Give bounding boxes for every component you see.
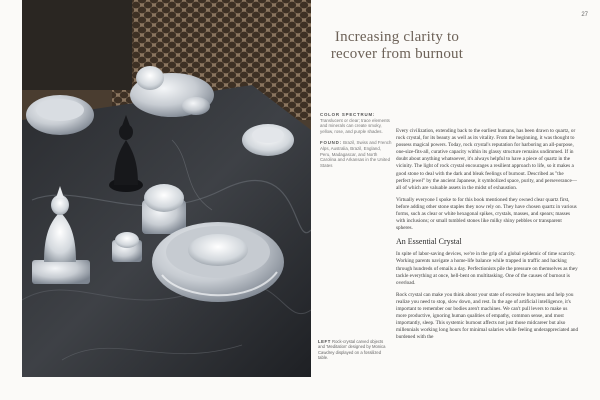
- color-spectrum-text: Translucent or clear; trace elements and minerals can create smoky, yellow, rose, and purple shades.: [320, 117, 390, 134]
- caption-text: Rock-crystal carved objects and 'Meditation' designed by Monica Cawdrey displayed on a fossilized table.: [318, 339, 386, 361]
- paragraph-4: Rock crystal can make you think about your state of excessive busyness and help you realize you need to stop, slow down, and rest. In the age of artificial intelligence, it's important to remember our bodies aren't machines. We can't pull levers to make us more productive, ignoring human qualities of empathy, common sense, and most importantly, sleep. This systemic burnout affects not just those midcareer but also millennials working long hours for minimal salaries while feeling underappreciated and burdened with the: [396, 291, 579, 341]
- body-text: [396, 128, 579, 346]
- color-spectrum-note: [320, 112, 392, 134]
- photo-caption: [318, 339, 388, 361]
- chapter-heading: [322, 29, 472, 63]
- crystal-objects-photo: [22, 0, 311, 377]
- caption-tag: LEFT: [318, 339, 331, 344]
- found-text: Brazil, Swiss and French Alps, Australia, Brazil, England, Peru, Madagascar, and North Carolina and Arkansas in the United States: [320, 140, 392, 168]
- paragraph-3: In spite of labor-saving devices, we're in the grip of a global epidemic of time scarcity. Working parents navigate a home-life balance while trapped in traffic and hacking through hundreds of emails a day. Perfectionists pile the pressure on themselves as they tackle everything at once, hell-bent on multitasking. One of the causes of burnout is overload.: [396, 251, 578, 286]
- color-spectrum-label: COLOR SPECTRUM:: [320, 112, 376, 117]
- heading-line-1: Increasing clarity to: [334, 29, 460, 45]
- paragraph-1: Every civilization, extending back to the earliest humans, has been drawn to quartz, or rock crystal, for its beauty as well as its vitality. From the beginning, it was thought to possess magical powers. Today, rock crystal's reputation for harboring an all-purpose, one-size-fits-all, curative capacity within its glassy structure remains undimmed. If in doubt about anything whatsoever, it's always helpful to have a piece of quartz in the vicinity. The light of rock crystal encourages a resilient approach to life, so it makes a good stone to deal with the dark and bleak feelings of burnout. Described as "the perfect jewel" by the ancient Japanese, it symbolized space, purity, and perseverance—all of which are valuable assets in the midst of exhaustion.: [396, 128, 577, 191]
- paragraph-2: Virtually everyone I spoke to for this book mentioned they owned clear quartz first, before adding other stone staples they now rely on. They have chosen quartz in various forms, such as clear or white hexagonal spikes, crystals, masses, and spears; masses with inclusions; or small tumbled stones like milky shiny pebbles or transparent spheres.: [396, 196, 577, 232]
- heading-line-2: recover from burnout: [330, 46, 464, 62]
- section-subheading: An Essential Crystal: [396, 237, 462, 247]
- page-number: 27: [581, 12, 588, 18]
- found-label: FOUND:: [320, 140, 342, 146]
- found-note: [320, 140, 392, 168]
- crystal-facts-sidebar: [320, 112, 392, 174]
